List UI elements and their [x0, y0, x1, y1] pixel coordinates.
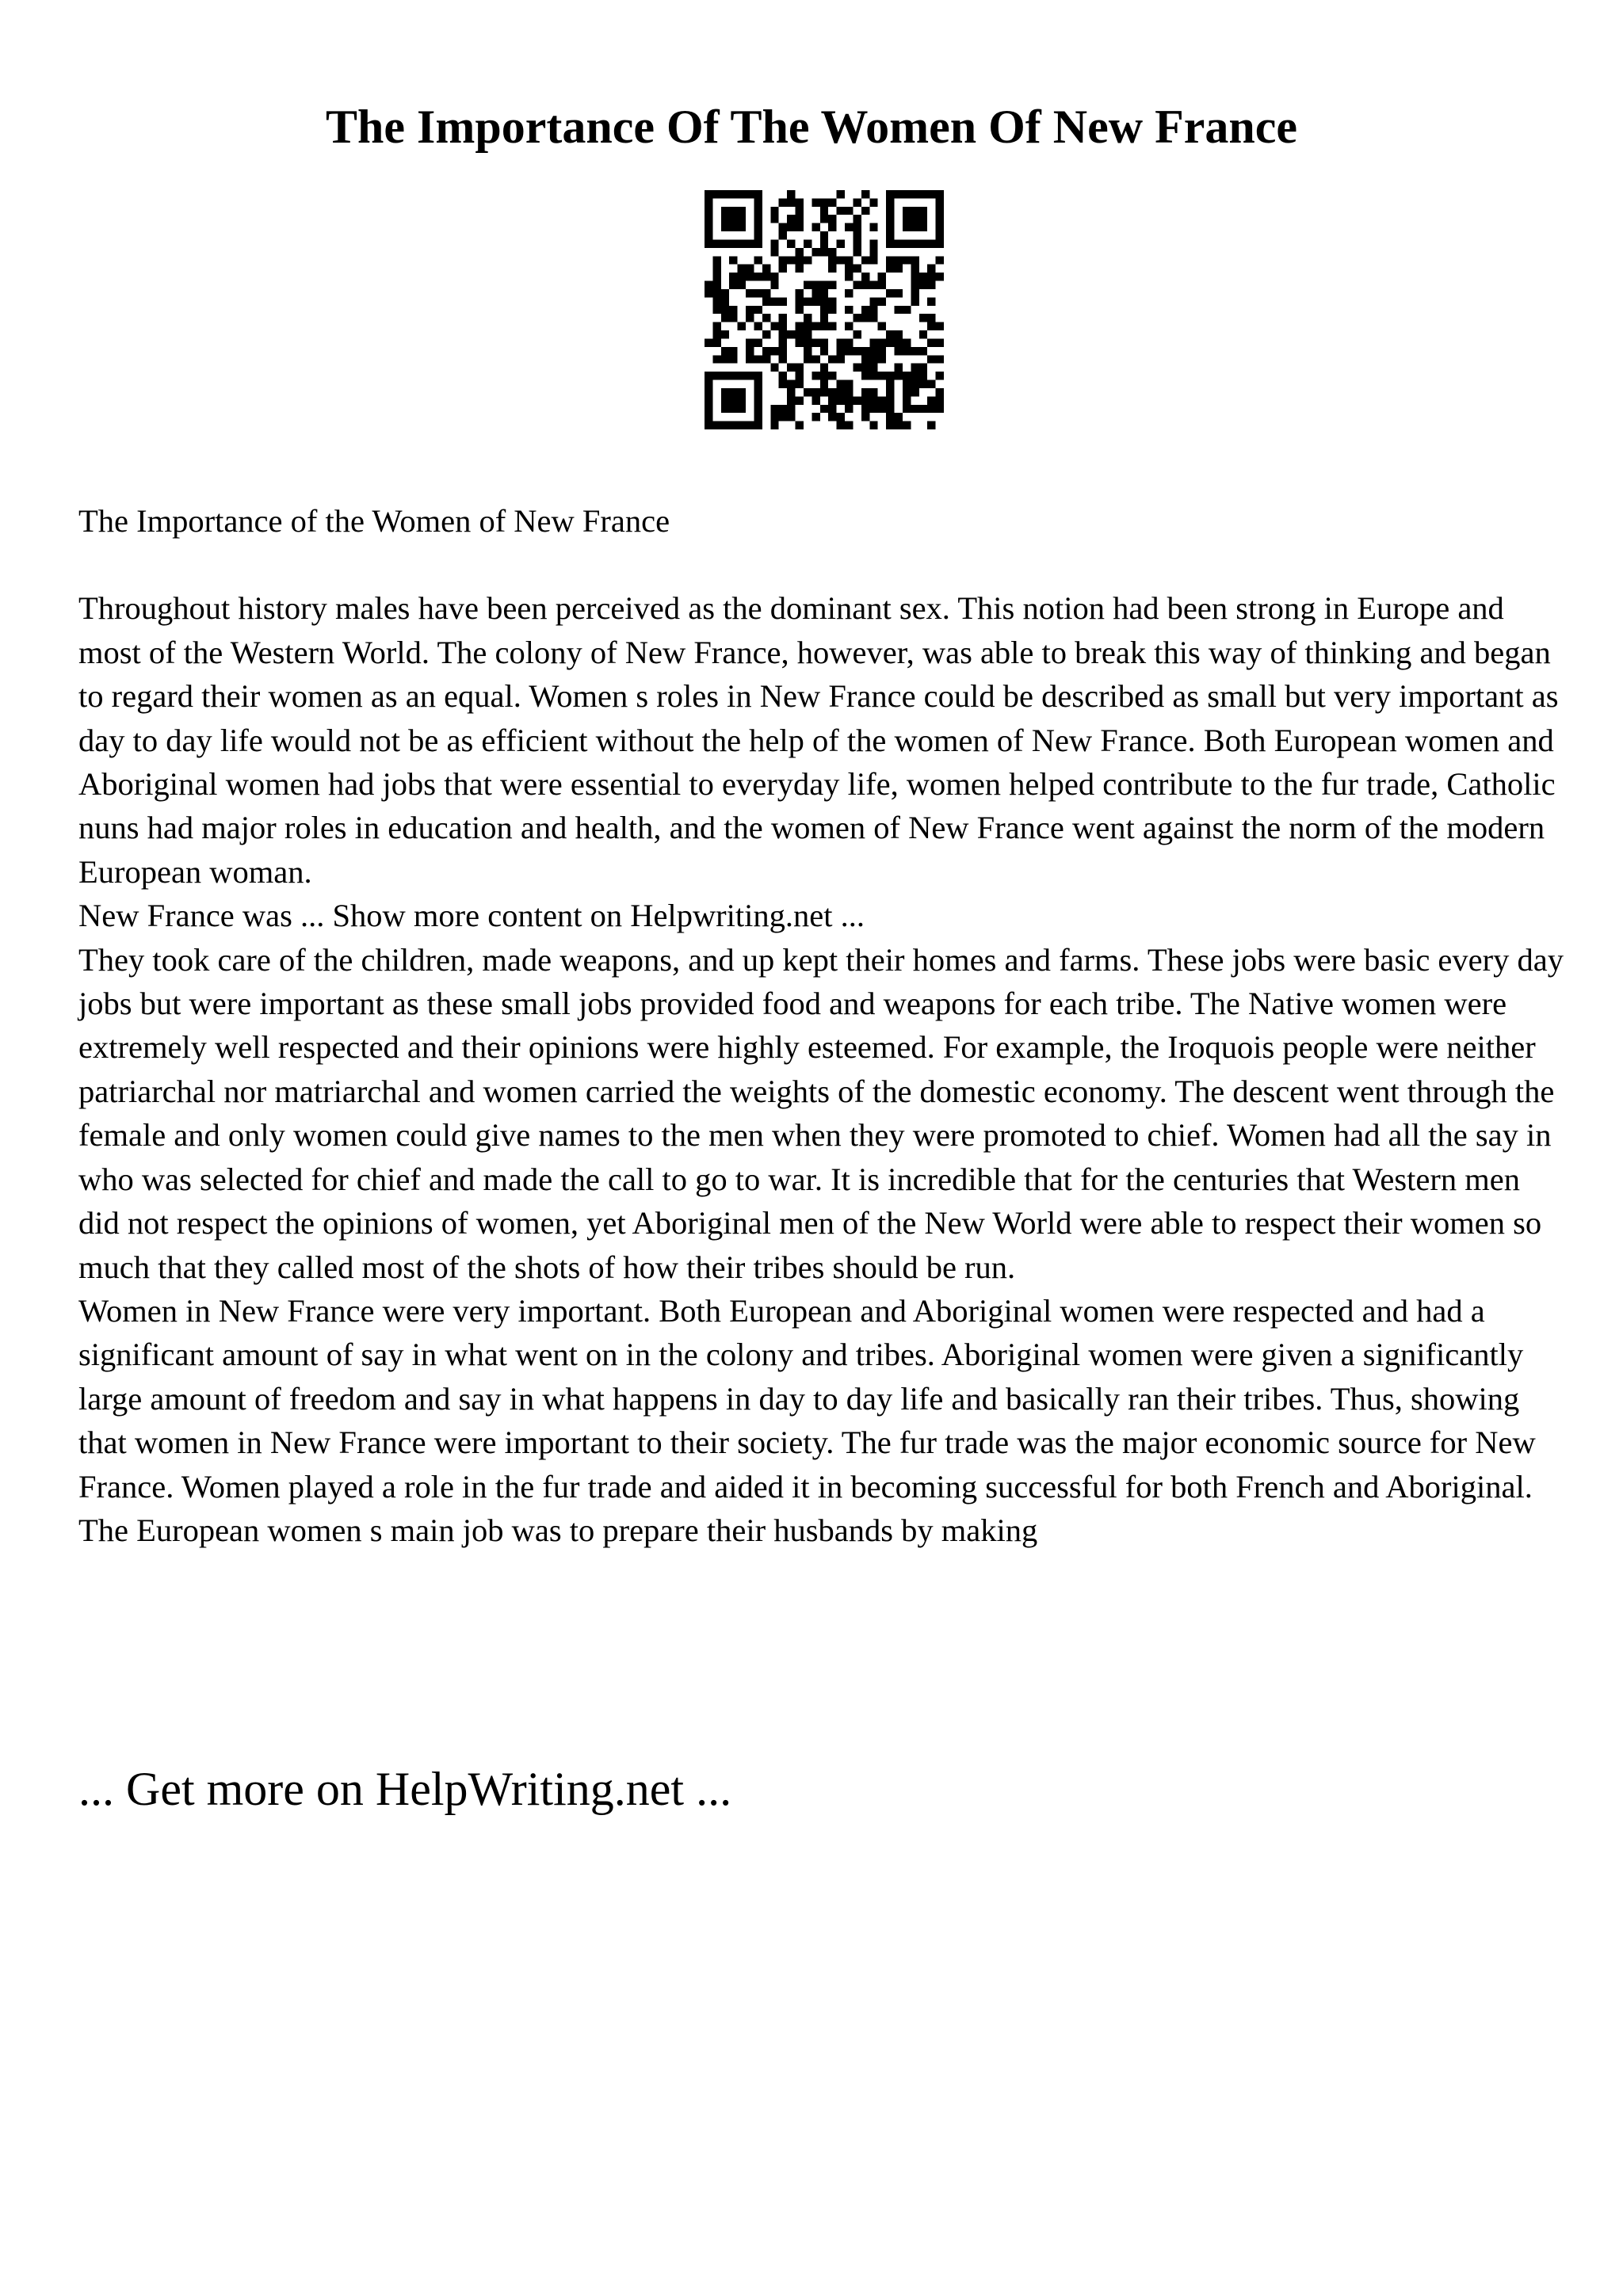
document-subtitle: The Importance of the Women of New France	[78, 503, 670, 539]
qr-code-icon[interactable]	[705, 190, 944, 429]
get-more-link[interactable]: ... Get more on HelpWriting.net ...	[78, 1763, 732, 1815]
document-body	[78, 499, 1564, 1552]
show-more-link[interactable]: New France was ... Show more content on Helpwriting.net ...	[78, 898, 865, 934]
paragraph-native-women: They took care of the children, made weapons, and up kept their homes and farms. These jobs were basic every day jobs but were important as these small jobs provided food and weapons for each tribe. The Native women were extremely well respected and their opinions were highly esteemed. For example, the Iroquois people were neither patriarchal nor matriarchal and women carried the weights of the domestic economy. The descent went through the female and only women could give names to the men when they were promoted to chief. Women had all the say in who was selected for chief and made the call to go to war. It is incredible that for the centuries that Western men did not respect the opinions of women, yet Aboriginal men of the New World were able to respect their women so much that they called most of the shots of how their tribes should be run.	[78, 941, 1564, 1285]
paragraph-conclusion: Women in New France were very important. Both European and Aboriginal women were respected and had a significant amount of say in what went on in the colony and tribes. Aboriginal women were given a significantly large amount of freedom and say in what happens in day to day life and basically ran their tribes. Thus, showing that women in New France were important to their society. The fur trade was the major economic source for New France. Women played a role in the fur trade and aided it in becoming successful for both French and Aboriginal. The European women s main job was to prepare their husbands by making	[78, 1292, 1536, 1548]
paragraph-intro: Throughout history males have been perceived as the dominant sex. This notion had been strong in Europe and most of the Western World. The colony of New France, however, was able to break this way of thinking and began to regard their women as an equal. Women s roles in New France could be described as small but very important as day to day life would not be as efficient without the help of the women of New France. Both European women and Aboriginal women had jobs that were essential to everyday life, women helped contribute to the fur trade, Catholic nuns had major roles in education and health, and the women of New France went against the norm of the modern European woman.	[78, 590, 1559, 890]
document-title: The Importance Of The Women Of New France	[326, 101, 1297, 153]
